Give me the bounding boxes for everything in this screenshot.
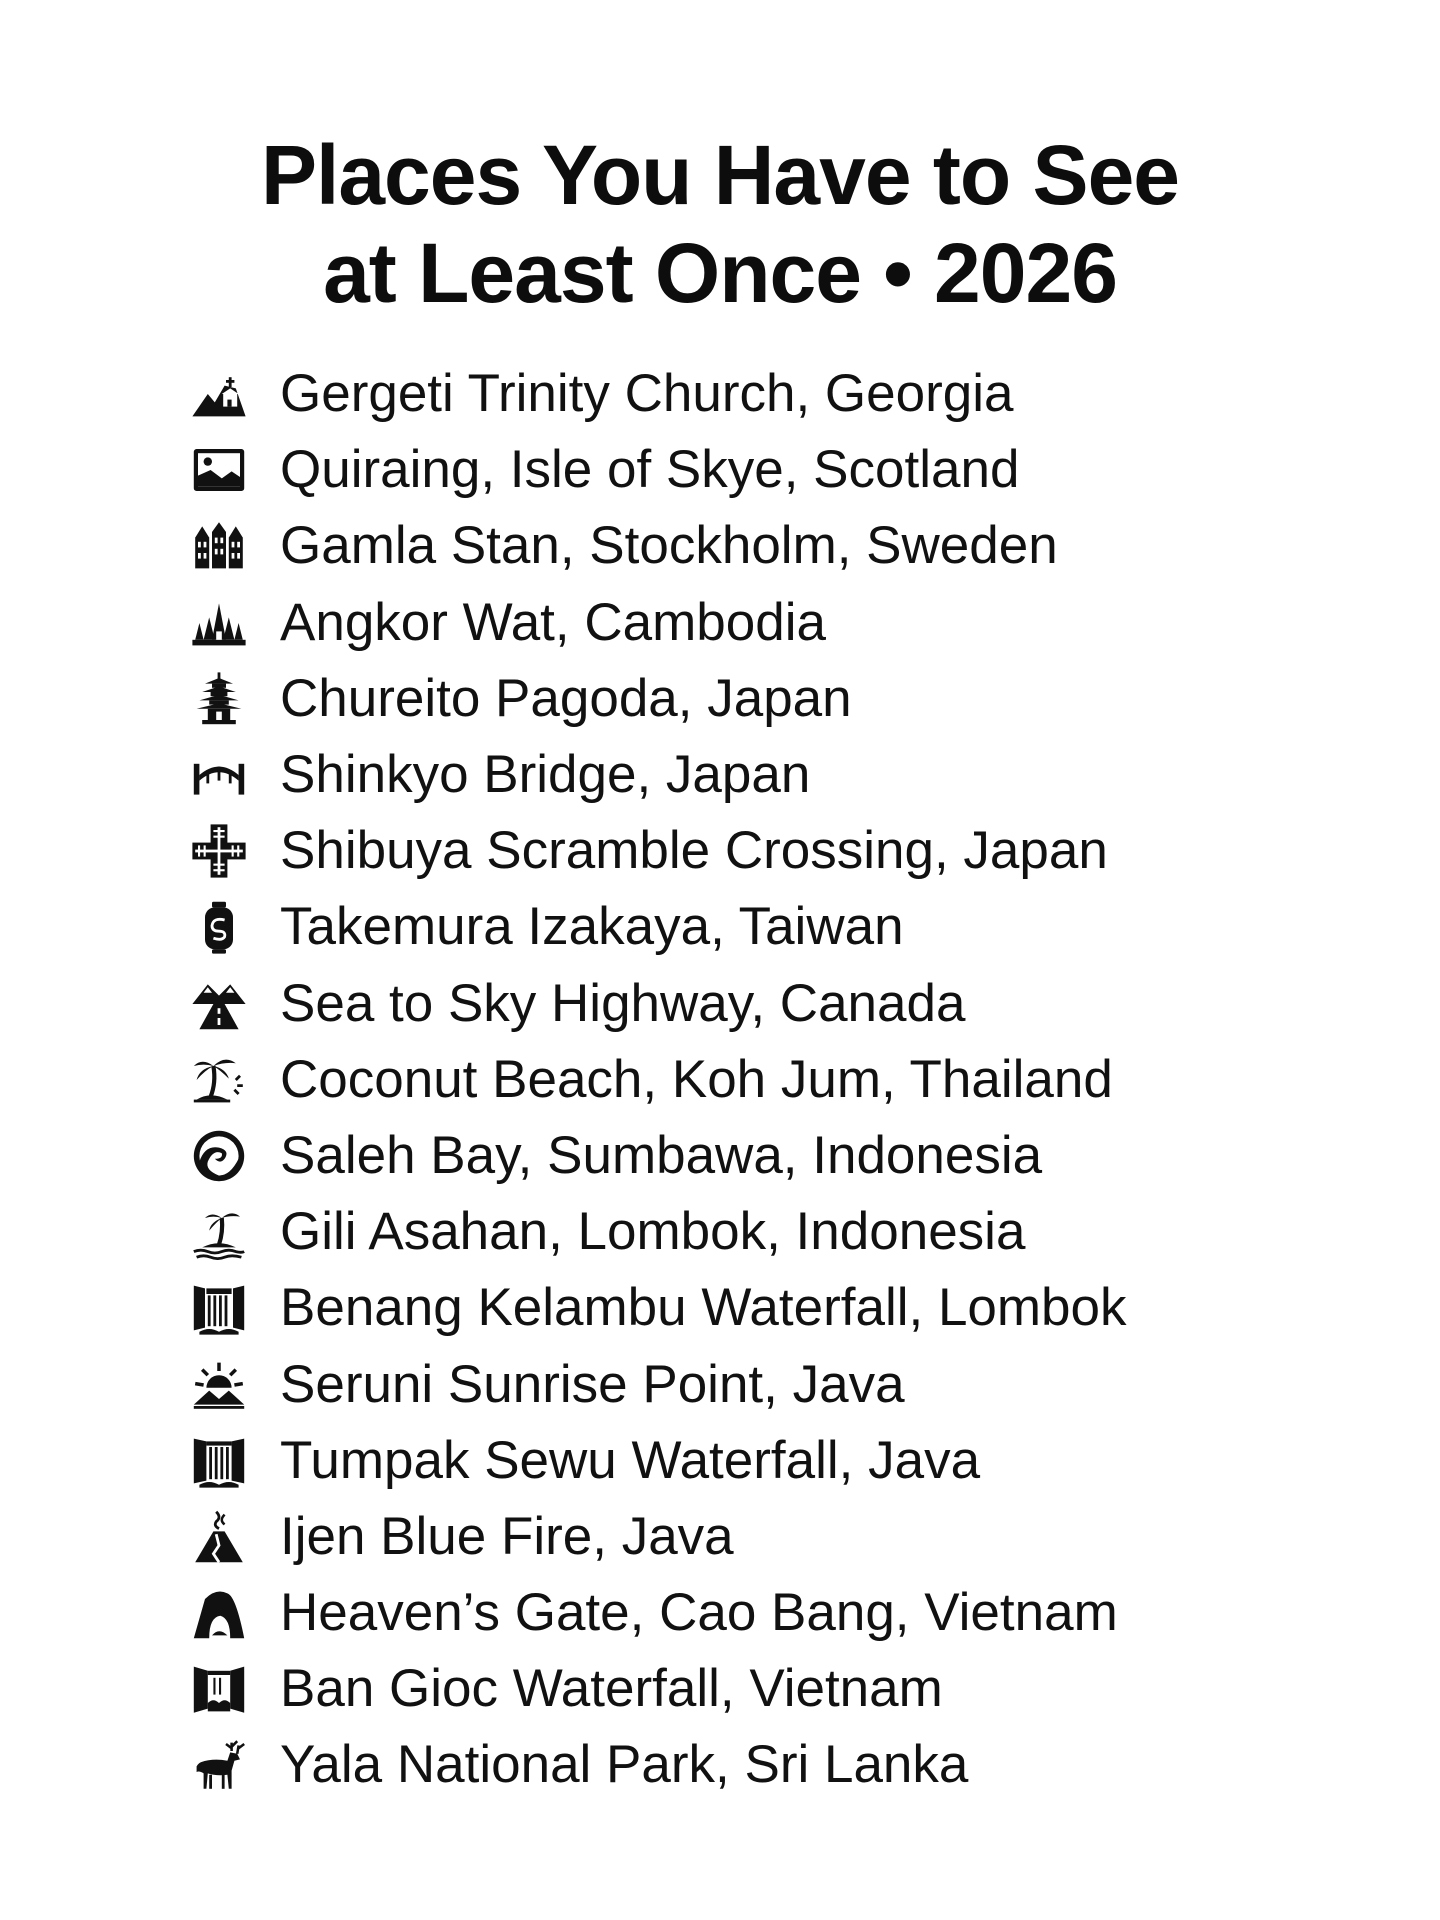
place-name: Gergeti Trinity Church, Georgia [280,364,1014,424]
title-line-2: at Least Once • 2026 [323,226,1117,321]
place-name: Ban Gioc Waterfall, Vietnam [280,1659,943,1719]
lantern-icon [190,898,248,956]
sunrise-icon [190,1356,248,1414]
place-name: Chureito Pagoda, Japan [280,668,852,728]
list-item [190,432,1330,508]
list-item [190,1194,1330,1270]
place-name: Shibuya Scramble Crossing, Japan [280,821,1108,881]
place-name: Takemura Izakaya, Taiwan [280,897,904,957]
place-name: Angkor Wat, Cambodia [280,592,826,652]
bridge-icon [190,746,248,804]
place-name: Gamla Stan, Stockholm, Sweden [280,516,1058,576]
list-item [190,1575,1330,1651]
list-item [190,1651,1330,1727]
list-item [190,813,1330,889]
list-item [190,1042,1330,1118]
place-name: Gili Asahan, Lombok, Indonesia [280,1202,1026,1262]
list-item [190,1346,1330,1422]
old-town-buildings-icon [190,517,248,575]
place-name: Seruni Sunrise Point, Java [280,1354,905,1414]
church-mountain-icon [190,365,248,423]
pagoda-icon [190,670,248,728]
waterfall-icon [190,1660,248,1718]
list-item [190,1423,1330,1499]
volcano-icon [190,1508,248,1566]
waterfall-icon [190,1432,248,1490]
place-name: Tumpak Sewu Waterfall, Java [280,1430,981,1490]
wave-circle-icon [190,1127,248,1185]
place-name: Quiraing, Isle of Skye, Scotland [280,440,1020,500]
place-name: Ijen Blue Fire, Java [280,1506,734,1566]
list-item [190,1499,1330,1575]
list-item [190,1270,1330,1346]
list-item [190,356,1330,432]
title-line-1: Places You Have to See [260,128,1180,223]
list-item [190,737,1330,813]
rock-arch-icon [190,1584,248,1642]
place-name: Benang Kelambu Waterfall, Lombok [280,1278,1127,1338]
list-item [190,508,1330,584]
list-item [190,661,1330,737]
place-name: Shinkyo Bridge, Japan [280,745,811,805]
place-name: Sea to Sky Highway, Canada [280,973,966,1033]
island-icon [190,1203,248,1261]
mountain-road-icon [190,975,248,1033]
crossing-icon [190,822,248,880]
waterfall-icon [190,1279,248,1337]
place-name: Saleh Bay, Sumbawa, Indonesia [280,1125,1043,1185]
places-list [190,356,1330,1804]
list-item [190,1118,1330,1194]
deer-icon [190,1736,248,1794]
list-item [190,966,1330,1042]
list-item [190,585,1330,661]
list-item [190,889,1330,965]
list-item [190,1727,1330,1803]
temple-icon [190,594,248,652]
place-name: Heaven’s Gate, Cao Bang, Vietnam [280,1583,1118,1643]
place-name: Coconut Beach, Koh Jum, Thailand [280,1049,1113,1109]
page-title [0,126,1440,322]
place-name: Yala National Park, Sri Lanka [280,1735,969,1795]
palm-island-icon [190,1051,248,1109]
landscape-picture-icon [190,441,248,499]
